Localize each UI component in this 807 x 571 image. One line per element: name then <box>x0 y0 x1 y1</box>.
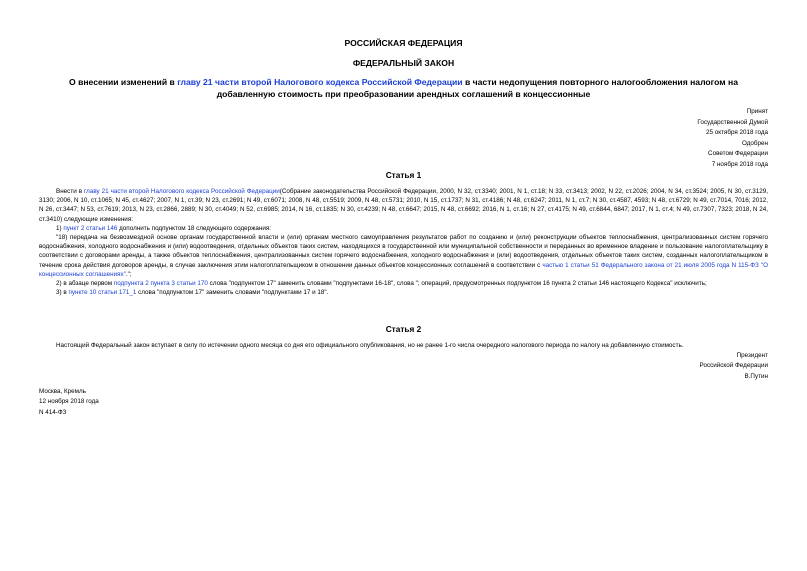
item-2-text: слова "подпунктом 17" заменить словами "подпунктами 16-18", слова "; операций, предусмотренных подпунктом 16 пункта 2 статьи 146 настоящего Кодекса" исключить; <box>207 280 707 288</box>
quote-end: ."; <box>125 270 132 278</box>
article-2-heading: Статья 2 <box>385 324 422 334</box>
article-1-item-1 <box>39 224 768 233</box>
article-1-heading: Статья 1 <box>385 170 422 180</box>
law-type-heading: ФЕДЕРАЛЬНЫЙ ЗАКОН <box>352 58 455 68</box>
tax-code-chapter-link[interactable]: главу 21 части второй Налогового кодекса Российской Федерации <box>177 77 463 87</box>
law-title <box>40 76 767 100</box>
item-2-prefix: 2) в абзаце первом <box>56 280 114 288</box>
intro-tax-code-link[interactable]: главу 21 части второй Налогового кодекса Российской Федерации <box>84 188 280 195</box>
item-1-text: дополнить подпунктом 18 следующего содержания: <box>117 224 271 232</box>
article-1-item-3 <box>39 288 768 297</box>
law-title-suffix: в части недопущения повторного налогообложения налогом на добавленную стоимость при преобразовании арендных соглашений в концессионные <box>216 77 738 99</box>
article-2-body <box>39 341 768 350</box>
article-1-quote <box>39 233 768 279</box>
quote-text: "18) передача на безвозмездной основе органам государственной власти и (или) органам местного самоуправления результатов работ по созданию и (или) реконструкции объектов теплоснабжения, централизованных систем горячего водоснабжения, холодного водоснабжения и (или) водоотведения, отдельных объектов таких систем, находящихся в государственной или муниципальной собственности и переданных во временное владение и пользование налогоплательщику в соответствии с договорами аренды, а также объектов теплоснабжения, централизованных систем горячего водоснабжения, холодного водоснабжения и (или) водоотведения, отдельных объектов таких систем, созданных налогоплательщиком в течение срока действия договоров аренды, в случае заключения этим налогоплательщиком в отношении данных объектов концессионных соглашений в соответствии с <box>39 234 768 269</box>
country-heading: РОССИЙСКАЯ ФЕДЕРАЦИЯ <box>344 38 463 48</box>
signature-country: Российской Федерации <box>699 362 768 370</box>
concession-law-link[interactable]: частью 1 статьи 51 Федерального закона от 21 июля 2005 года N 115-ФЗ "О концессионных соглашениях" <box>39 261 768 278</box>
item-1-number: 1) <box>56 224 64 232</box>
approved-label: Одобрен <box>741 139 768 147</box>
duma-label: Государственной Думой <box>697 118 768 126</box>
article-1-item-2 <box>39 279 768 288</box>
item-3-link[interactable]: пункте 10 статьи 171_1 <box>68 289 137 297</box>
signing-date: 12 ноября 2018 года <box>39 398 99 406</box>
signing-place: Москва, Кремль <box>39 388 86 395</box>
adopted-label: Принят <box>746 108 768 115</box>
item-3-text: слова "подпунктом 17" заменить словами "подпунктами 17 и 18". <box>136 289 329 297</box>
signature-name: В.Путин <box>744 372 768 380</box>
article-1-intro <box>39 187 768 224</box>
law-number: N 414-ФЗ <box>39 408 67 416</box>
signature-title: Президент <box>736 352 768 359</box>
place-date-block <box>39 387 99 418</box>
item-1-link[interactable]: пункт 2 статьи 146 <box>63 224 118 232</box>
council-label: Советом Федерации <box>708 150 768 158</box>
item-2-link[interactable]: подпункта 2 пункта 3 статьи 170 <box>113 280 208 288</box>
adoption-block <box>697 107 768 171</box>
article-1-body <box>39 187 768 297</box>
council-date: 7 ноября 2018 года <box>711 160 768 168</box>
signature-block <box>700 351 768 382</box>
intro-suffix: (Собрание законодательства Российской Федерации, 2000, N 32, ст.3340; 2001, N 1, ст.18; N 33, ст.3413; 2002, N 22, ст.2026; 2004, N 34, ст.3524; 2005, N 30, ст.3129, 3130; 2006, N 10, ст.1065; N 45, ст.4627; 2007, N 1, ст.39; N 23, ст.2691; N 49, ст.6071; 2008, N 48, ст.5519; 2009, N 48, ст.5731; 2010, N 15, ст.1737; N 31, ст.4186; N 48, ст.6247; 2011, N 1, ст.7; N 30, ст.4587, 4593; N 48, ст.6729; N 49, ст.7014, 7016; 2012, N 26, ст.3447; N 53, ст.7619; 2013, N 23, ст.2866, 2889; N 30, ст.4049; N 52, ст.6985; 2014, N 16, ст.1835; N 30, ст.4239; N 48, ст.6647; 2015, N 48, ст.6692; 2016, N 1, ст.16; N 27, ст.4175; N 49, ст.6844, 6847; 2017, N 1, ст.4; N 49, ст.7307, 7323; 2018, N 24, ст.3410) следующие изменения: <box>39 188 768 223</box>
duma-date: 25 октября 2018 года <box>705 129 768 137</box>
law-title-prefix: О внесении изменений в <box>69 77 178 87</box>
intro-prefix: Внести в <box>56 188 84 195</box>
item-3-prefix: 3) в <box>56 289 69 297</box>
article-2-text: Настоящий Федеральный закон вступает в силу по истечении одного месяца со дня его официального опубликования, но не ранее 1-го числа очередного налогового периода по налогу на добавленную стоимость. <box>56 342 684 349</box>
